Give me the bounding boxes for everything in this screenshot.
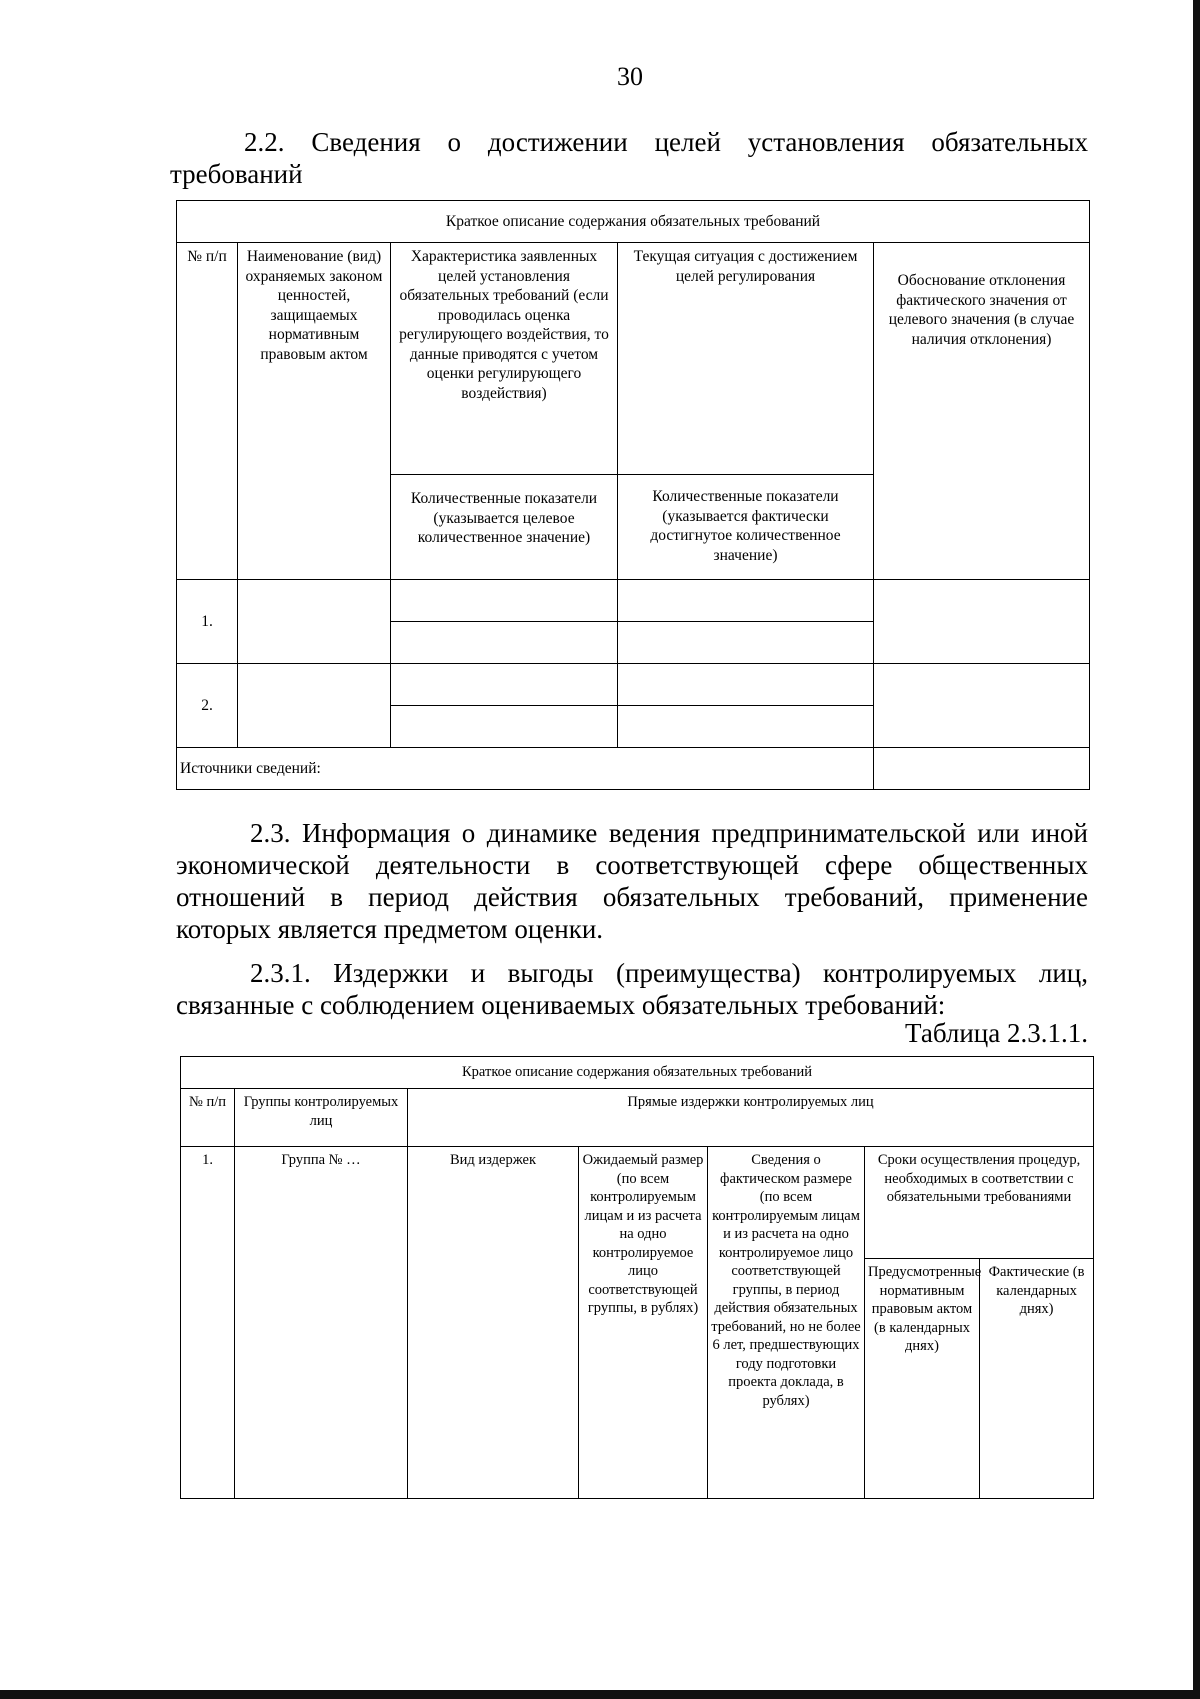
table-caption: Таблица 2.3.1.1. [905,1018,1088,1048]
row-number: 1. [181,1147,235,1499]
costs-benefits-table [180,1056,1094,1499]
table-cell [238,664,391,748]
table-cell [618,622,874,664]
text-line: 2.3.1. Издержки и выгоды (преимущества) контролируемых лиц, [250,958,1088,988]
text-line: 2.3. Информация о динамике ведения предпринимательской или иной [250,818,1088,848]
col-groups-header: Группы контролируемых лиц [235,1089,408,1147]
table-cell [618,664,874,706]
table-cell [618,706,874,748]
row-group: Группа № … [235,1147,408,1499]
row-number: 1. [177,580,238,664]
actual-days-header: Фактические (в календарных днях) [980,1259,1094,1499]
table-cell [874,748,1090,790]
table-cell [618,580,874,622]
row-number: 2. [177,664,238,748]
section-2-3-1-heading [176,957,1088,1021]
sub-target-header: Количественные показатели (указывается целевое количественное значение) [391,475,618,580]
table-cell [391,580,618,622]
table-cell [238,580,391,664]
scan-edge-right [1193,0,1200,1699]
cost-type-cell: Вид издержек [408,1147,579,1499]
table-header: Краткое описание содержания обязательных требований [177,201,1090,243]
text-line: 2.2. Сведения о достижении целей установления обязательных [244,127,1088,157]
table-cell [391,706,618,748]
col-num-header: № п/п [177,243,238,580]
section-2-3-heading [176,817,1088,945]
text-line: которых является предметом оценки. [176,914,604,944]
planned-days-header: Предусмотренные нормативным правовым актом (в календарных днях) [865,1259,980,1499]
table-cell [391,664,618,706]
col-current-header: Текущая ситуация с достижением целей регулирования [618,243,874,475]
expected-size-cell: Ожидаемый размер (по всем контролируемым лицам и из расчета на одно контролируемое лицо соответствующей группы, в рублях) [579,1147,708,1499]
table-cell [874,664,1090,748]
scan-edge-bottom [0,1690,1200,1699]
sources-label: Источники сведений: [177,748,874,790]
text-line: требований [170,159,303,189]
text-line: экономической деятельности в соответствующей сфере общественных [176,850,1088,880]
col-name-header: Наименование (вид) охраняемых законом ценностей, защищаемых нормативным правовым актом [238,243,391,580]
goals-achievement-table [176,200,1090,790]
sub-actual-header: Количественные показатели (указывается фактически достигнутое количественное значение) [618,475,874,580]
col-goals-header: Характеристика заявленных целей установления обязательных требований (если проводилась оценка регулирующего воздействия, то данные приводятся с учетом оценки регулирующего воздействия) [391,243,618,475]
col-num-header: № п/п [181,1089,235,1147]
table-cell [874,580,1090,664]
actual-size-cell: Сведения о фактическом размере (по всем контролируемым лицам и из расчета на одно контролируемое лицо соответствующей группы, в период действия обязательных требований, но не более 6 лет, предшествующих году подготовки проекта доклада, в рублях) [708,1147,865,1499]
table-header: Краткое описание содержания обязательных требований [181,1057,1094,1089]
table-cell [391,622,618,664]
section-2-2-heading [170,126,1088,190]
col-direct-costs-header: Прямые издержки контролируемых лиц [408,1089,1094,1147]
page-number: 30 [617,62,643,91]
text-line: отношений в период действия обязательных требований, применение [176,882,1088,912]
deadlines-header: Сроки осуществления процедур, необходимых в соответствии с обязательными требованиями [865,1147,1094,1259]
col-justification-header: Обоснование отклонения фактического значения от целевого значения (в случае наличия отклонения) [874,243,1090,580]
text-line: связанные с соблюдением оцениваемых обязательных требований: [176,990,946,1020]
